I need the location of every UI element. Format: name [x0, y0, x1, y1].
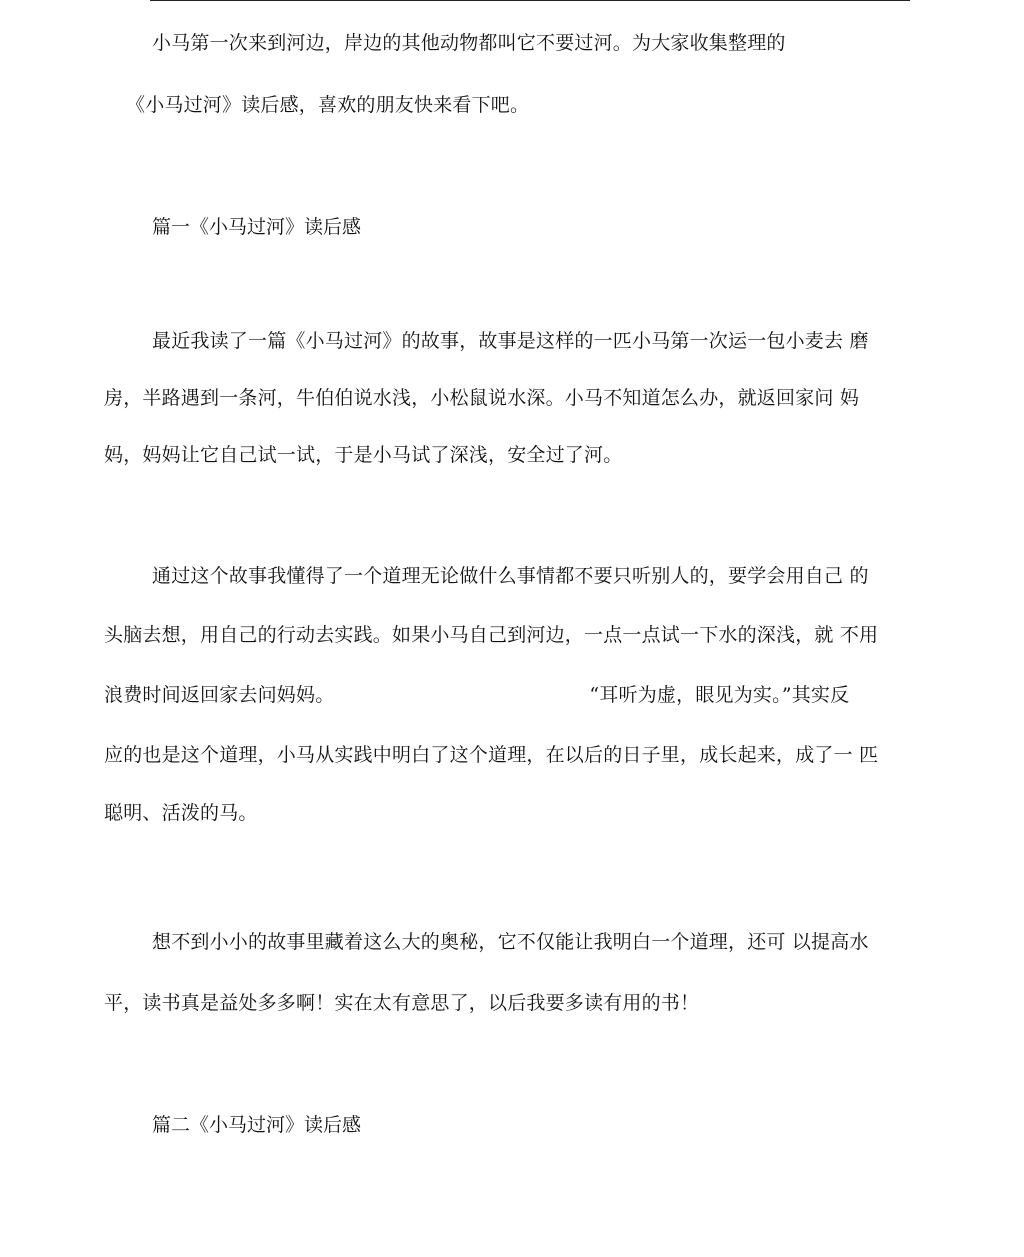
intro-line-1: 小马第一次来到河边，岸边的其他动物都叫它不要过河。为大家收集整理的 — [152, 32, 786, 54]
intro-line-2: 《小马过河》读后感，喜欢的朋友快来看下吧。 — [126, 94, 530, 116]
para-1-line-1: 最近我读了一篇《小马过河》的故事，故事是这样的一匹小马第一次运一包小麦去 磨 — [152, 330, 869, 352]
para-2-line-1: 通过这个故事我懂得了一个道理无论做什么事情都不要只听别人的，要学会用自己 的 — [152, 565, 869, 587]
para-3-line-2: 平，读书真是益处多多啊！实在太有意思了，以后我要多读有用的书！ — [104, 992, 700, 1014]
para-2-line-2: 头脑去想，用自己的行动去实践。如果小马自己到河边，一点一点试一下水的深浅，就 不用 — [104, 624, 879, 646]
section-1-heading: 篇一《小马过河》读后感 — [152, 216, 362, 238]
top-rule — [150, 0, 910, 1]
para-2-line-5: 聪明、活泼的马。 — [104, 802, 258, 824]
para-1-line-3: 妈，妈妈让它自己试一试，于是小马试了深浅，安全过了河。 — [104, 444, 623, 466]
para-2-line-3-right: “耳听为虚，眼见为实。”其实反 — [589, 684, 850, 706]
para-3-line-1: 想不到小小的故事里藏着这么大的奥秘，它不仅能让我明白一个道理，还可 以提高水 — [152, 931, 869, 953]
para-2-line-4: 应的也是这个道理，小马从实践中明白了这个道理，在以后的日子里，成长起来，成了一 匹 — [104, 744, 879, 766]
section-2-heading: 篇二《小马过河》读后感 — [152, 1114, 362, 1136]
para-1-line-2: 房，半路遇到一条河，牛伯伯说水浅，小松鼠说水深。小马不知道怎么办，就返回家问 妈 — [104, 387, 860, 409]
para-2-line-3-left: 浪费时间返回家去问妈妈。 — [104, 684, 335, 706]
para-2-line-3 — [104, 683, 849, 707]
